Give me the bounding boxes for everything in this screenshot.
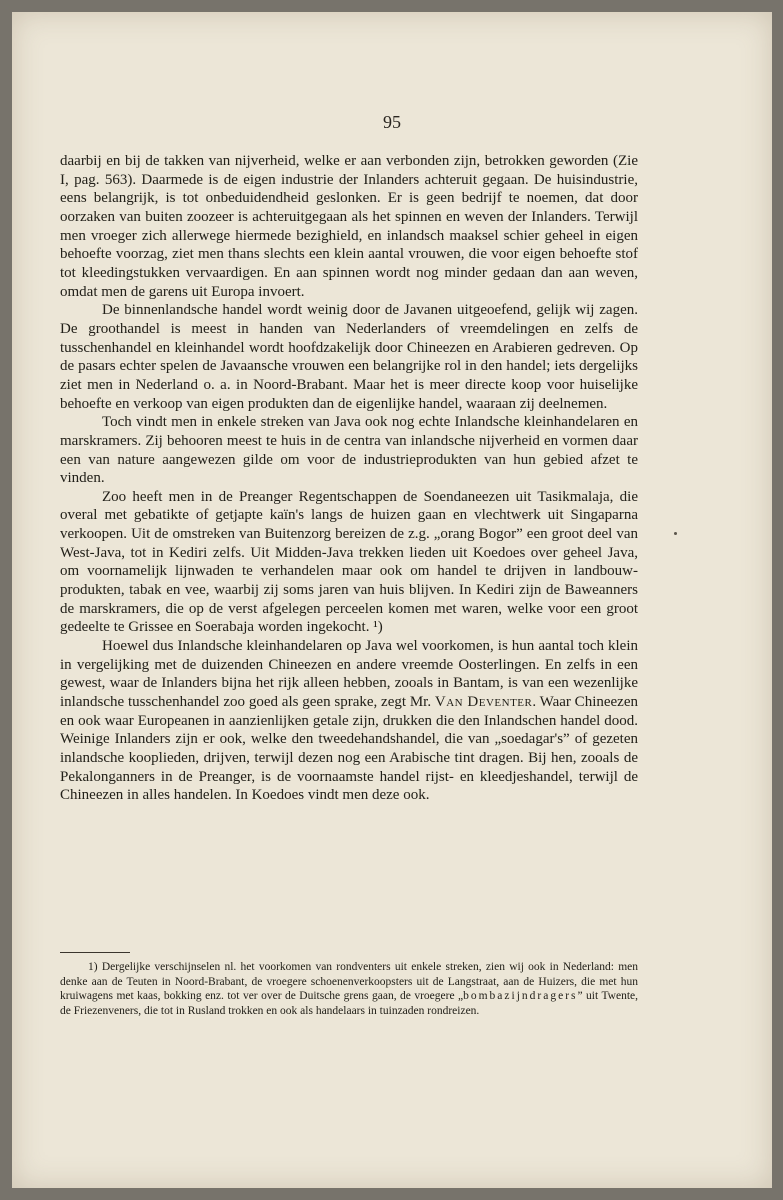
footnote [60,960,638,1019]
book-page [12,12,772,1188]
paragraph [60,637,638,805]
footnote-text: Dergelijke verschijnselen nl. het voorkomen van rondventers uit enkele streken, zien wij ook in Nederland: men denke aan de Teuten in Noord-Brabant, de vroegere schoenenverkoopsters uit de Langstraat, aan de Huizers, die met hun kruiwagens met kaas, bokking enz. tot ver over de Duitsche grens gaan, de vroegere „ [60,961,638,1003]
paper-speck [674,532,677,535]
footnote-text: ” uit Twente, de Friezenveners, die tot in Rusland trokken en ook als handelaars in tuinzaden rondreizen. [60,990,638,1018]
paragraph: daarbij en bij de takken van nijverheid, welke er aan verbonden zijn, betrokken geworden (Zie I, pag. 563). Daarmede is de eigen industrie der Inlanders achteruit gegaan. De huisindustrie, eens belangrijk, is tot onbeduidendheid geslonken. Er is geen bedrijf te noemen, dat door oorzaken van buiten zoozeer is achteruitgegaan als het spinnen en weven der Inlanders. Terwijl men vroeger zich allerwege hiermede bezighield, en inlandsch maaksel schier geheel in eigen behoefte voorzag, ziet men thans slechts een klein aantal vrouwen, die voor eigen behoefte stof tot kleedingstukken vervaardigen. En aan spinnen wordt nog minder gedaan dan aan weven, omdat men de garens uit Europa invoert. [60,153,638,300]
paragraph: Zoo heeft men in de Preanger Regentschappen de Soendaneezen uit Tasikmalaja, die overal met gebatikte of getjapte kaïn's langs de huizen gaan en vlechtwerk uit Singaparna verkoopen. Uit de omstreken van Buitenzorg bereizen de z.g. „orang Bogor” een groot deel van West-Java, tot in Kediri zelfs. Uit Midden-Java trekken lieden uit Koedoes over geheel Java, om voornamelijk lijnwaden te verhandelen maar ook om handel te drijven in landbouw-produkten, tabak en vee, waarbij zij soms jaren van huis blijven. In Kediri zijn de Baweanners de marskramers, die op de verst afgelegen perceelen komen met waren, welke voor een groot gedeelte te Grissee en Soerabaja worden ingekocht. ¹) [60,488,638,636]
paragraph: De binnenlandsche handel wordt weinig door de Javanen uitgeoefend, gelijk wij zagen. De groothandel is meest in handen van Nederlanders of vreemdelingen en zelfs de tusschenhandel en kleinhandel wordt hoofdzakelijk door Chineezen en Arabieren gedreven. Op de pasars echter spelen de Javaansche vrouwen een belangrijke rol in den handel; iets dergelijks ziet men in Nederland o. a. in Noord-Brabant. Maar het is meer directe koop voor huiselijke behoefte en verkoop van eigen produkten dan de eigenlijke handel, waaraan zij deelnemen. [60,302,638,412]
paragraph: Toch vindt men in enkele streken van Java ook nog echte Inlandsche kleinhandelaren en marskramers. Zij behooren meest te huis in de centra van inlandsche nijverheid en vormen daar een van nature aangewezen gilde om voor de industrieprodukten van hun gebied afzet te vinden. [60,414,638,487]
footnote-marker: 1) [88,961,98,973]
body-text [60,152,638,805]
footnote-spaced-word: bombazijndragers [463,990,578,1003]
footnote-divider [60,952,130,953]
page-number: 95 [383,112,401,132]
paragraph-text: . Waar Chineezen en ook waar Europeanen in aanzienlijken getale zijn, drukken die den Inlandschen handel dood. Weinige Inlanders zijn er ook, welke den tweedehandshandel, die van „soedagar's” of gezeten inlandsche kooplieden, drijven, terwijl dezen nog een Arabische tint dragen. Bij hen, zooals de Pekalonganners in de Preanger, is de voornaamste handel rijst- en kleedjeshandel, terwijl de Chineezen in alles handelen. In Koedoes vindt men deze ook. [60,694,638,804]
paragraph-text: Hoewel dus Inlandsche kleinhandelaren op Java wel voorkomen, is hun aantal toch klein in vergelijking met de duizenden Chineezen en andere vreemde Oosterlingen. En zelfs in een gewest, waar de Inlanders bijna het rijk alleen hebben, zooals in Bantam, is van een wezenlijke inlandsche tusschenhandel zoo goed als geen sprake, zegt Mr. [60,638,638,711]
author-name: Van Deventer [434,694,533,711]
